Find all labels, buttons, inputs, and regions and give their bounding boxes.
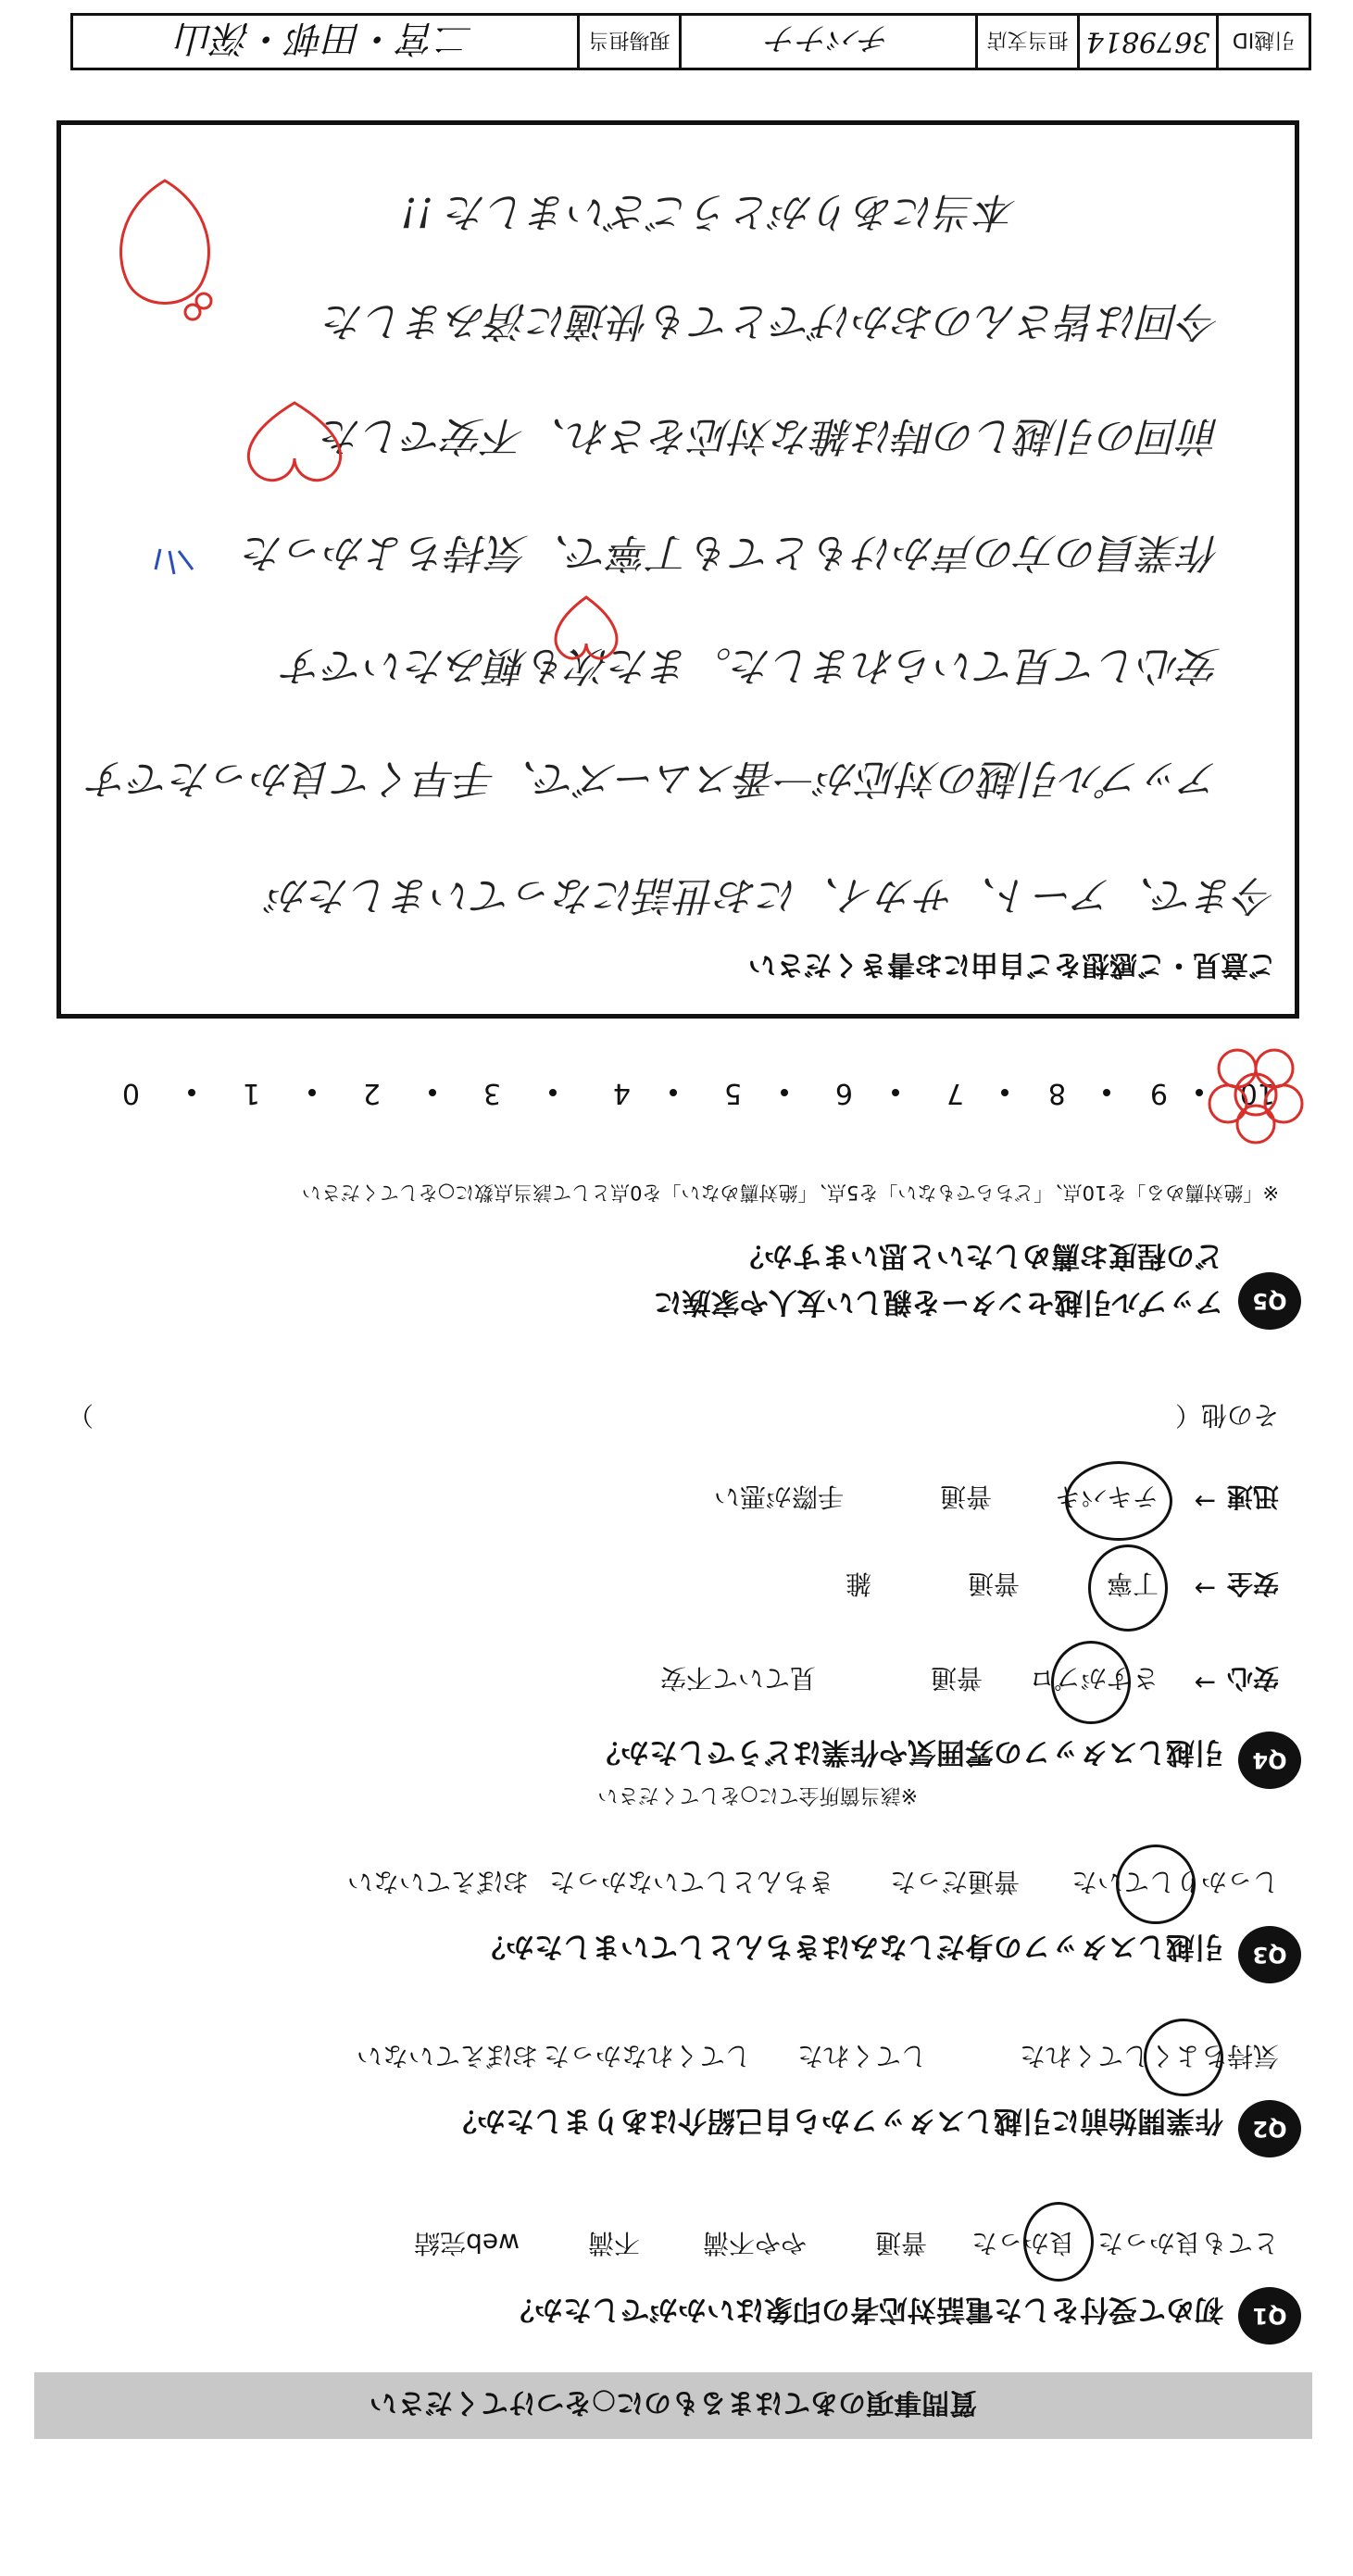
score-separator xyxy=(549,1089,557,1096)
q1-badge: Q1 xyxy=(1238,2287,1301,2345)
comment-line-5: 前回の引越しの時は雑な対応をされ、不安でした xyxy=(321,412,1221,459)
q3-selection-circle xyxy=(1116,1844,1196,1924)
q4-row1-selection-circle xyxy=(1051,1641,1131,1724)
instruction-bar xyxy=(34,2372,1312,2439)
staff-label: 現場担当 xyxy=(577,16,679,68)
heart-doodle xyxy=(230,394,359,495)
id-label: 引越ID xyxy=(1216,16,1309,68)
score-separator xyxy=(1103,1089,1110,1096)
q2-option-3[interactable]: してくれなかった xyxy=(543,2041,751,2071)
comment-line-7: 本当にありがとうございました !! xyxy=(400,188,1017,235)
q4-badge: Q4 xyxy=(1238,1732,1301,1789)
comment-line-3: 安心して見ていられました。また次も頼みたいです xyxy=(283,642,1221,689)
q1-option-4[interactable]: やや不満 xyxy=(702,2228,807,2258)
q4-row2-label: 安全 xyxy=(1226,1569,1279,1599)
instruction-text: 質問事項のあてはまるものに○をつけてください xyxy=(369,2386,978,2419)
q5-text-line2: どの程度お薦めしたいと思いますか？ xyxy=(735,1239,1223,1272)
score-4[interactable]: 4 xyxy=(612,1077,631,1109)
q4-row2-option-3[interactable]: 雑 xyxy=(845,1569,871,1599)
comment-title: ご意見・ご感想をご自由にお書きください xyxy=(748,948,1276,981)
score-5[interactable]: 5 xyxy=(723,1077,742,1109)
q5-text-line1: アップル引越センターを親しい友人や家族に xyxy=(653,1285,1223,1319)
q4-row3-label: 迅速 xyxy=(1226,1482,1279,1512)
header-row xyxy=(70,13,1311,70)
score-separator xyxy=(308,1089,316,1096)
q1-selection-circle xyxy=(1023,2202,1094,2282)
q1-option-3[interactable]: 普通 xyxy=(874,2228,927,2258)
heart-doodle xyxy=(545,588,628,671)
q4-row1-option-1[interactable]: さすがプロ xyxy=(1028,1663,1159,1694)
sparkle-doodle xyxy=(137,523,202,579)
q3-option-1[interactable]: しっかりしていた xyxy=(1071,1867,1279,1897)
score-separator xyxy=(429,1089,436,1096)
flower-doodle xyxy=(1205,1039,1307,1150)
q4-row3-arrow: → xyxy=(1194,1486,1216,1517)
q4-row3-option-1[interactable]: テキパキ xyxy=(1054,1482,1159,1512)
q1-option-6[interactable]: web完結 xyxy=(414,2228,520,2258)
q3-text: 引越しスタッフの身だしなみはきちんとしていましたか？ xyxy=(477,1930,1223,1963)
score-2[interactable]: 2 xyxy=(362,1077,381,1109)
q1-option-1[interactable]: とても良かった xyxy=(1096,2228,1279,2258)
score-separator xyxy=(892,1089,899,1096)
q2-option-2[interactable]: してくれた xyxy=(796,2041,927,2071)
comment-line-1: 今まで、アート、サカイ、にお世話になっていましたが xyxy=(269,871,1276,919)
q5-note: ※「絶対薦める」を10点、「どちらでもない」を5点、「絶対薦めない」を0点として該当点数に○をしてください xyxy=(301,1182,1279,1204)
score-separator xyxy=(1001,1089,1008,1096)
score-3[interactable]: 3 xyxy=(482,1077,501,1109)
score-separator xyxy=(1196,1089,1203,1096)
staff-value: 二宮・田邨・深山 xyxy=(177,17,473,60)
q4-text: 引越しスタッフの雰囲気や作業はどうでしたか？ xyxy=(592,1735,1223,1769)
score-separator xyxy=(188,1089,195,1096)
q4-row1-option-2[interactable]: 普通 xyxy=(930,1663,983,1694)
score-1[interactable]: 1 xyxy=(242,1077,260,1109)
q1-text: 初めて受付をした電話対応者の印象はいかがでしたか？ xyxy=(506,2293,1223,2326)
q2-option-1[interactable]: 気持ちよくしてくれた xyxy=(1019,2041,1279,2071)
id-value: 3679814 xyxy=(1077,16,1216,68)
score-9[interactable]: 9 xyxy=(1149,1077,1168,1109)
branch-label: 担当支店 xyxy=(975,16,1077,68)
score-7[interactable]: 7 xyxy=(946,1077,964,1109)
q1-option-5[interactable]: 不満 xyxy=(587,2228,640,2258)
q4-row2-option-1[interactable]: 丁寧 xyxy=(1106,1569,1159,1599)
q4-row3-option-2[interactable]: 普通 xyxy=(939,1482,992,1512)
q4-note: ※該当箇所全てに○をしてください xyxy=(597,1783,918,1807)
q2-badge: Q2 xyxy=(1238,2100,1301,2157)
q4-row2-selection-circle xyxy=(1088,1544,1168,1632)
comment-line-2: アップル引越の対応が一番スムーズで、手早くて良かったです xyxy=(89,755,1221,802)
q4-row2-arrow: → xyxy=(1194,1573,1216,1604)
comment-line-4: 作業員の方の声かけもとても丁寧で、気持ちよかった xyxy=(243,529,1221,576)
q3-option-2[interactable]: 普通だった xyxy=(889,1867,1020,1897)
q2-option-4[interactable]: おぼえていない xyxy=(356,2041,538,2071)
comment-box[interactable] xyxy=(56,120,1299,1019)
face-doodle xyxy=(100,171,230,329)
q1-option-2[interactable]: 良かった xyxy=(971,2228,1075,2258)
score-0[interactable]: 0 xyxy=(121,1077,140,1109)
comment-line-6: 今回は皆さんのおかげでとても快適に済みました xyxy=(324,297,1221,344)
q4-row1-label: 安心 xyxy=(1226,1663,1279,1694)
q3-option-4[interactable]: おぼえていない xyxy=(346,1867,529,1897)
q5-badge: Q5 xyxy=(1238,1272,1301,1330)
q4-row2-option-2[interactable]: 普通 xyxy=(967,1569,1020,1599)
score-separator xyxy=(670,1089,677,1096)
score-10[interactable]: 10 xyxy=(1239,1077,1275,1109)
q4-other-close: ） xyxy=(67,1400,94,1431)
q4-row1-option-3[interactable]: 見ていて不安 xyxy=(659,1663,816,1694)
q4-row3-selection-circle xyxy=(1065,1461,1172,1541)
q4-row3-option-3[interactable]: 手際が悪い xyxy=(713,1482,844,1512)
q2-selection-circle xyxy=(1144,2019,1223,2096)
q3-option-3[interactable]: きちんとしていなかった xyxy=(548,1867,834,1897)
q4-other-label: その他（ xyxy=(1174,1400,1279,1431)
q2-text: 作業開始前に引越しスタッフから自己紹介はありましたか？ xyxy=(448,2104,1223,2137)
q3-badge: Q3 xyxy=(1238,1926,1301,1983)
q4-row1-arrow: → xyxy=(1194,1668,1216,1698)
score-6[interactable]: 6 xyxy=(834,1077,853,1109)
score-8[interactable]: 8 xyxy=(1047,1077,1066,1109)
score-separator xyxy=(781,1089,788,1096)
branch-value: チバナナ xyxy=(679,16,975,68)
